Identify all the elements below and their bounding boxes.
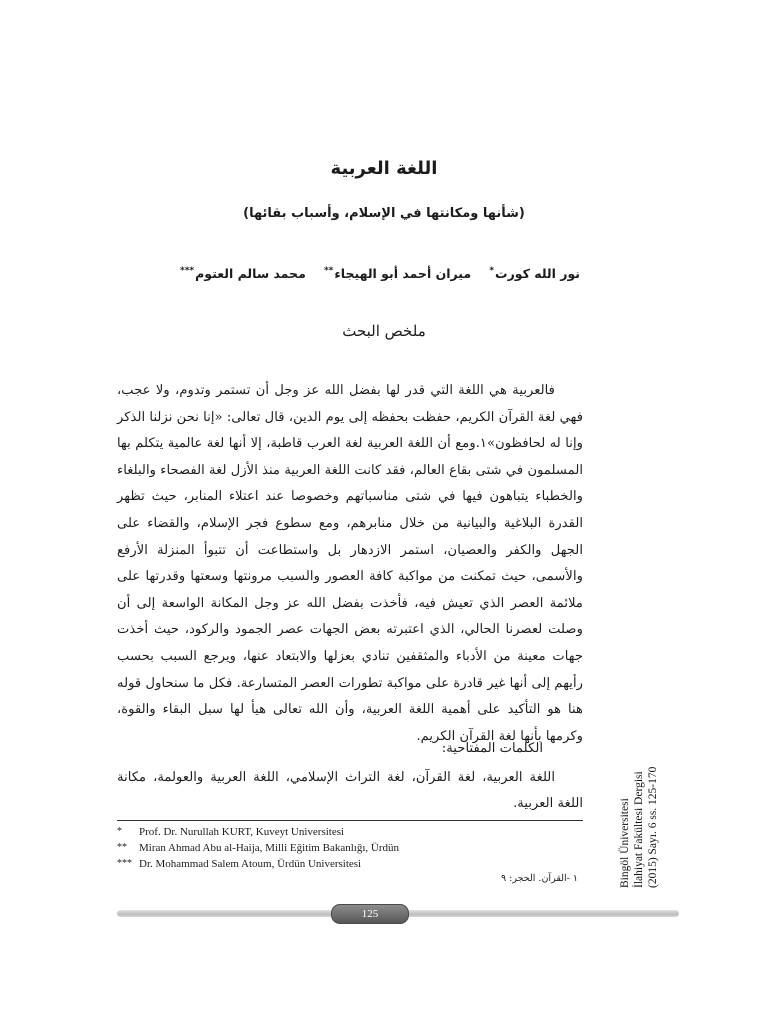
journal-info [618,748,678,888]
footer-bar [117,904,679,922]
abstract-text: فالعربية هي اللغة التي قدر لها بفضل الله عز وجل أن تستمر وتدوم، ولا عجب، فهي لغة القرآن الكريم، حفظت بحفظه إلى يوم الدين، قال تعالى: «إنا نحن نزلنا الذكر وإنا له لحافظون»١.ومع أن اللغة العربية لغة العرب قاطبة، إلا أنها لغة عالمية يتكلم بها المسلمون في شتى بقاع العالم، فقد كانت اللغة العربية منذ الأزل لغة الفصحاء والبلغاء والخطباء يتباهون فيها في شتى مناسباتهم وخصوصا عند اعتلاء المنابر، حيث تظهر القدرة البلاغية والبيانية من خلال منابرهم، ومع سطوع فجر الإسلام، والقضاء على الجهل والكفر والعصيان، استمر الازدهار بل واستطاعت أن تتبوأ المنزلة الأرفع والأسمى، حيث تمكنت من مواكبة كافة العصور والسبب مرونتها وسعتها وقدرتها على ملائمة العصر الذي تعيش فيه، فأخذت بفضل الله عز وجل المكانة الواسعة إلى أن وصلت لعصرنا الحالي، الذي اعتبرته بعض الجهات عصر الجمود والركود، حيث أخذت جهات معينة من الأدباء والمثقفين تنادي بعزلها والابتعاد عنها، ويرجع السبب بحسب رأيهم إلى أنها غير قادرة على مواكبة تطورات العصر المتسارعة. فكل ما سنحاول قوله هنا هو التأكيد على أهمية اللغة العربية، وأن الله تعالى هيأ لها سبل البقاء والقوة، وكرمها بأنها لغة القرآن الكريم. [117,383,583,744]
journal-line-3: (2015) Sayı. 6 ss. 125-170 [647,766,659,888]
quran-footnote: ١ -القرآن. الحجر: ٩ [501,873,578,884]
footnote-1: * Prof. Dr. Nurullah KURT, Kuveyt Universitesi [117,826,345,838]
article-subtitle: (شأنها ومكانتها في الإسلام، وأسباب بقائها) [243,206,525,221]
author-3: محمد سالم العتوم*** [180,266,306,282]
journal-line-1: Bingöl Üniversitesi [619,798,631,888]
author-2: ميران أحمد أبو الهيجاء** [323,266,472,282]
page-number: 125 [331,904,409,924]
footnote-divider [117,820,583,821]
abstract-body [117,378,583,750]
journal-line-2: İlahiyat Fakültesi Dergisi [633,771,645,888]
footnote-3: *** Dr. Mohammad Salem Atoum, Ürdün Universitesi [117,858,362,870]
abstract-heading: ملخص البحث [342,322,426,340]
footnotes [117,824,583,872]
article-title: اللغة العربية [330,158,438,179]
keywords-text: اللغة العربية، لغة القرآن، لغة التراث الإسلامي، اللغة العربية والعولمة، مكانة اللغة العربية. [117,770,583,811]
footnote-2: ** Miran Ahmad Abu al-Haija, Milli Eğitim Bakanlığı, Ürdün [117,842,399,854]
author-1: نور الله كورت* [489,266,580,282]
keywords-label: الكلمات المفتاحية: [441,741,543,756]
keywords-body [117,765,583,817]
author-list [180,266,580,290]
